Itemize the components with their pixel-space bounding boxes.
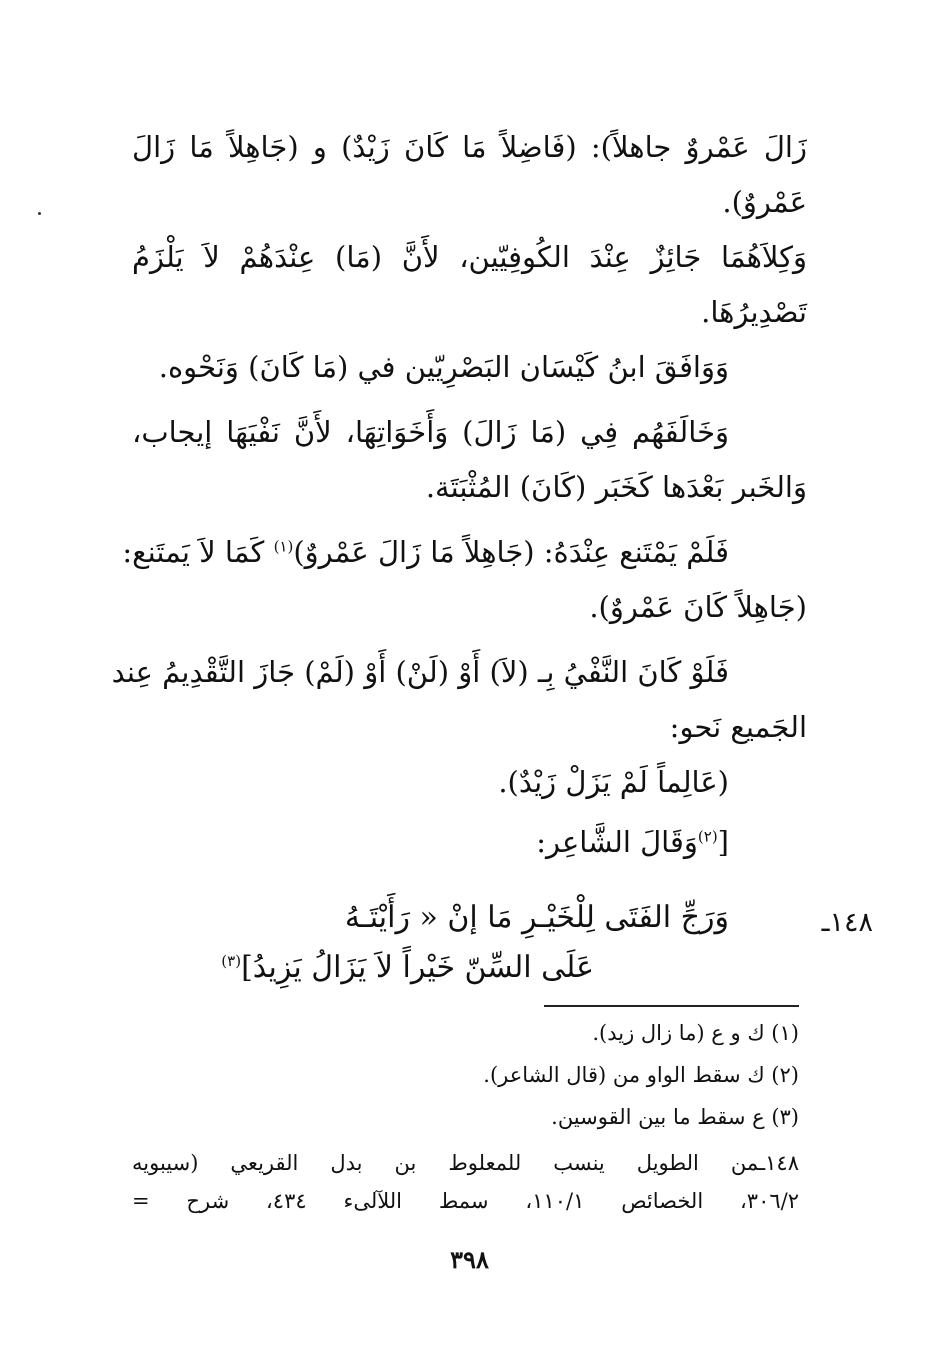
verse-number: ١٤٨ـ	[821, 907, 873, 938]
body-line-7: وَالخَبر بَعْدَها كَخَبَر (كَانَ) المُثْبَتَة.	[425, 470, 807, 504]
footnote-separator	[544, 1005, 799, 1007]
body-line-4: تَصْدِيرُهَا.	[701, 295, 807, 329]
footnote-4-line-2: ٣٠٦/٢، الخصائص ١١٠/١، سمط اللآلىء ٤٣٤، شرح =	[132, 1189, 799, 1213]
body-line-8-a: فَلَمْ يَمْتَنع عِنْدَهُ: (جَاهِلاً مَا زَالَ عَمْروٌ)	[293, 535, 729, 569]
body-line-12: (عَالِماً لَمْ يَزَلْ زَيْدٌ).	[498, 765, 729, 799]
body-line-13	[536, 822, 729, 862]
verse-line-2	[221, 948, 594, 988]
footnote-ref-3: (٣)	[221, 952, 242, 970]
body-line-8	[122, 532, 729, 572]
footnote-3: (٣) ع سقط ما بين القوسين.	[551, 1105, 799, 1129]
poet-intro: وَقَالَ الشَّاعِر:	[536, 825, 698, 859]
footnote-ref-2: (٢)	[697, 827, 718, 846]
footnote-ref-1: (١)	[273, 537, 294, 556]
verse-line-2-text: عَلَى السِّنّ خَيْراً لاَ يَزَالُ يَزِيدُ]	[241, 950, 594, 985]
page-number: ٣٩٨	[450, 1245, 489, 1274]
scan-speck	[38, 212, 41, 215]
body-line-11: الجَميع نَحو:	[669, 710, 807, 744]
body-line-9: (جَاهِلاً كَانَ عَمْروٌ).	[589, 590, 807, 624]
footnote-2: (٢) ك سقط الواو من (قال الشاعر).	[483, 1063, 799, 1087]
verse-line-1: وَرَجِّ الفَتَى لِلْخَيْـرِ مَا إنْ « رَأَيْتَـهُ	[344, 900, 729, 935]
footnote-4-line-1: ١٤٨ـمن الطويل ينسب للمعلوط بن بدل القريعي (سيبويه	[132, 1151, 799, 1175]
body-line-1: زَالَ عَمْروٌ جاهلاً): (فَاضِلاً مَا كَانَ زَيْدٌ) و (جَاهِلاً مَا زَالَ	[132, 130, 807, 164]
footnote-1: (١) ك و ع (ما زال زيد).	[592, 1021, 799, 1045]
body-line-10: فَلَوْ كَانَ النَّفْيُ بِـ (لاَ) أَوْ (لَنْ) أَوْ (لَمْ) جَازَ التَّقْدِيمُ عِند	[111, 655, 729, 689]
body-line-5: وَوَافَقَ ابنُ كَيْسَان البَصْرِيّين في (مَا كَانَ) وَنَحْوه.	[158, 350, 729, 384]
body-line-2: عَمْروٌ).	[722, 185, 807, 219]
body-line-3: وَكِلاَهُمَا جَائِزٌ عِنْدَ الكُوفِيّين، لأَنَّ (مَا) عِنْدَهُمْ لاَ يَلْزَمُ	[132, 240, 807, 274]
bracket-open: [	[717, 825, 729, 859]
body-line-6: وَخَالَفَهُم فِي (مَا زَالَ) وَأَخَوَاتِهَا، لأَنَّ نَفْيَهَا إيجاب،	[132, 415, 729, 449]
body-line-8-b: كَمَا لاَ يَمتَنع:	[122, 535, 274, 569]
